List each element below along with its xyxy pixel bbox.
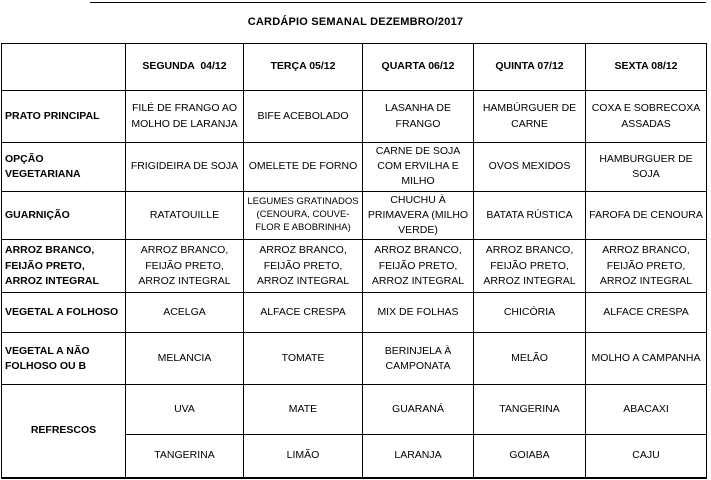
- row-guarnicao: [2, 191, 707, 240]
- header-wednesday: QUARTA 06/12: [363, 44, 474, 91]
- menu-cell: CHUCHU À PRIMAVERA (MILHO VERDE): [363, 191, 474, 240]
- row-refrescos-1: [2, 385, 707, 435]
- menu-cell: ACELGA: [126, 293, 244, 333]
- menu-cell: FAROFA DE CENOURA: [586, 191, 707, 240]
- menu-cell: ARROZ BRANCO, FEIJÃO PRETO, ARROZ INTEGRAL: [126, 240, 244, 293]
- menu-cell: ARROZ BRANCO, FEIJÃO PRETO, ARROZ INTEGRAL: [586, 240, 707, 293]
- menu-cell: ABACAXI: [586, 385, 707, 435]
- header-tuesday: TERÇA 05/12: [244, 44, 363, 91]
- menu-cell: OMELETE DE FORNO: [244, 143, 363, 192]
- row-vegetal-folhoso: [2, 293, 707, 333]
- menu-cell: MELÃO: [474, 333, 586, 385]
- page-title: CARDÁPIO SEMANAL DEZEMBRO/2017: [247, 15, 464, 28]
- weekly-menu-table: [1, 43, 707, 479]
- menu-cell: ARROZ BRANCO, FEIJÃO PRETO, ARROZ INTEGRAL: [244, 240, 363, 293]
- row-label-vegetal-nao-folhoso: VEGETAL A NÃO FOLHOSO OU B: [2, 333, 126, 385]
- menu-cell: ALFACE CRESPA: [244, 293, 363, 333]
- menu-cell: TANGERINA: [126, 435, 244, 478]
- row-label-prato-principal: PRATO PRINCIPAL: [2, 91, 126, 143]
- row-opcao-vegetariana: [2, 143, 707, 192]
- header-row: [2, 44, 707, 91]
- row-label-opcao-vegetariana: OPÇÃO VEGETARIANA: [2, 143, 126, 192]
- menu-cell: CAJU: [586, 435, 707, 478]
- menu-cell: MATE: [244, 385, 363, 435]
- menu-cell: HAMBÚRGUER DE CARNE: [474, 91, 586, 143]
- menu-cell: GOIABA: [474, 435, 586, 478]
- header-empty-cell: [2, 44, 126, 91]
- row-arroz-feijao: [2, 240, 707, 293]
- menu-cell: ARROZ BRANCO, FEIJÃO PRETO, ARROZ INTEGRAL: [474, 240, 586, 293]
- menu-cell: COXA E SOBRECOXA ASSADAS: [586, 91, 707, 143]
- menu-cell: GUARANÁ: [363, 385, 474, 435]
- header-monday: SEGUNDA 04/12: [126, 44, 244, 91]
- menu-cell: UVA: [126, 385, 244, 435]
- row-vegetal-nao-folhoso: [2, 333, 707, 385]
- menu-cell: FILÉ DE FRANGO AO MOLHO DE LARANJA: [126, 91, 244, 143]
- menu-cell: BATATA RÚSTICA: [474, 191, 586, 240]
- menu-cell: LARANJA: [363, 435, 474, 478]
- header-friday: SEXTA 08/12: [586, 44, 707, 91]
- row-label-refrescos: REFRESCOS: [2, 385, 126, 478]
- menu-cell: BERINJELA À CAMPONATA: [363, 333, 474, 385]
- menu-cell: BIFE ACEBOLADO: [244, 91, 363, 143]
- menu-cell: TANGERINA: [474, 385, 586, 435]
- menu-cell: MOLHO A CAMPANHA: [586, 333, 707, 385]
- row-label-guarnicao: GUARNIÇÃO: [2, 191, 126, 240]
- menu-cell: OVOS MEXIDOS: [474, 143, 586, 192]
- menu-cell: LEGUMES GRATINADOS (CENOURA, COUVE-FLOR E ABOBRINHA): [244, 191, 363, 240]
- menu-cell: ARROZ BRANCO, FEIJÃO PRETO, ARROZ INTEGRAL: [363, 240, 474, 293]
- menu-cell: ALFACE CRESPA: [586, 293, 707, 333]
- menu-cell: LIMÃO: [244, 435, 363, 478]
- menu-cell: CARNE DE SOJA COM ERVILHA E MILHO: [363, 143, 474, 192]
- row-label-vegetal-folhoso: VEGETAL A FOLHOSO: [2, 293, 126, 333]
- header-thursday: QUINTA 07/12: [474, 44, 586, 91]
- row-prato-principal: [2, 91, 707, 143]
- menu-cell: RATATOUILLE: [126, 191, 244, 240]
- row-label-arroz-feijao: ARROZ BRANCO, FEIJÃO PRETO, ARROZ INTEGRAL: [2, 240, 126, 293]
- menu-cell: MELANCIA: [126, 333, 244, 385]
- menu-cell: MIX DE FOLHAS: [363, 293, 474, 333]
- menu-cell: TOMATE: [244, 333, 363, 385]
- menu-cell: CHICÓRIA: [474, 293, 586, 333]
- menu-cell: FRIGIDEIRA DE SOJA: [126, 143, 244, 192]
- menu-cell: LASANHA DE FRANGO: [363, 91, 474, 143]
- menu-cell: HAMBURGUER DE SOJA: [586, 143, 707, 192]
